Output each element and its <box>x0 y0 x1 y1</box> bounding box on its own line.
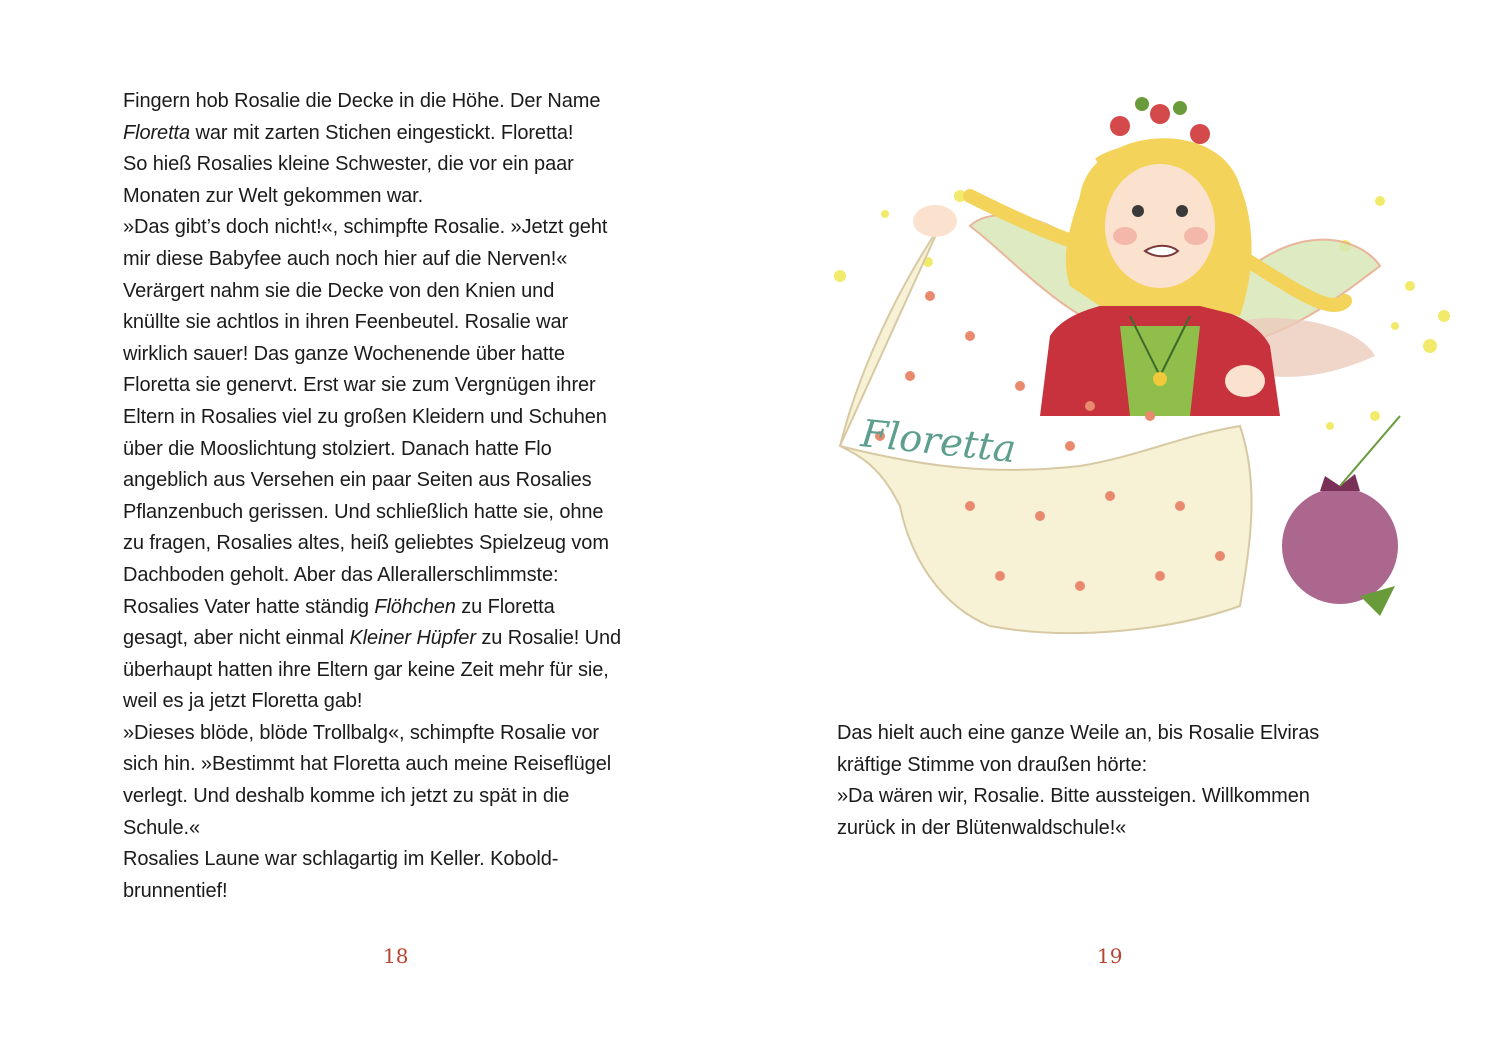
text-line <box>123 528 683 560</box>
text-line <box>837 750 1397 782</box>
text-run: verlegt. Und deshalb komme ich jetzt zu spät in die <box>123 785 570 808</box>
right-page-body-text <box>837 718 1397 844</box>
text-run: So hieß Rosalies kleine Schwester, die vor ein paar <box>123 153 574 176</box>
text-line <box>123 497 683 529</box>
text-run: Floretta sie genervt. Erst war sie zum Vergnügen ihrer <box>123 374 596 397</box>
text-line <box>837 813 1397 845</box>
text-line <box>123 876 683 908</box>
text-line <box>123 149 683 181</box>
right-page-number: 19 <box>1097 944 1123 968</box>
face <box>1105 164 1215 288</box>
text-run: knüllte sie achtlos in ihren Feenbeutel. Rosalie war <box>123 311 569 334</box>
text-line <box>123 118 683 150</box>
fairy-illustration <box>820 86 1450 666</box>
italic-text-run: Flöhchen <box>374 595 456 618</box>
text-run: Schule.« <box>123 816 201 839</box>
text-run: »Das gibt’s doch nicht!«, schimpfte Rosalie. »Jetzt geht <box>123 216 608 239</box>
text-run: Das hielt auch eine ganze Weile an, bis Rosalie Elviras <box>837 722 1320 744</box>
text-run: Fingern hob Rosalie die Decke in die Höhe. Der Name <box>123 90 601 112</box>
text-line <box>123 276 683 308</box>
text-run: »Dieses blöde, blöde Trollbalg«, schimpfte Rosalie vor <box>123 721 599 744</box>
text-line <box>123 718 683 750</box>
text-line <box>123 749 683 781</box>
text-run: zu Floretta <box>455 595 555 618</box>
text-run: angeblich aus Versehen ein paar Seiten aus Rosalies <box>123 469 592 492</box>
text-line <box>123 655 683 687</box>
text-run: zurück in der Blütenwaldschule!« <box>837 816 1127 839</box>
text-line <box>123 86 683 118</box>
text-run: Dachboden geholt. Aber das Allerallerschlimmste: <box>123 563 559 586</box>
left-page-body-text <box>123 86 683 907</box>
text-run: Pflanzenbuch gerissen. Und schließlich hatte sie, ohne <box>123 500 604 523</box>
text-run: kräftige Stimme von draußen hörte: <box>837 753 1148 776</box>
text-run: zu fragen, Rosalies altes, heiß geliebtes Spielzeug vom <box>123 532 609 555</box>
text-run: gesagt, aber nicht einmal <box>123 627 350 650</box>
text-line <box>123 813 683 845</box>
text-line <box>123 592 683 624</box>
text-line <box>837 718 1397 750</box>
text-line <box>123 844 683 876</box>
text-run: Rosalies Laune war schlagartig im Keller. Kobold- <box>123 848 559 871</box>
text-run: weil es ja jetzt Floretta gab! <box>123 690 363 713</box>
text-line <box>123 370 683 402</box>
text-run: war mit zarten Stichen eingestickt. Floretta! <box>190 121 574 144</box>
text-run: Verärgert nahm sie die Decke von den Knien und <box>123 279 555 302</box>
italic-text-run: Kleiner Hüpfer <box>349 627 476 650</box>
blanket-embroidery-text: Floretta <box>859 411 1019 472</box>
text-line <box>123 244 683 276</box>
text-line <box>837 781 1397 813</box>
text-run: sich hin. »Bestimmt hat Floretta auch meine Reiseflügel <box>123 753 612 776</box>
text-line <box>123 781 683 813</box>
text-run: Monaten zur Welt gekommen war. <box>123 184 424 207</box>
text-run: überhaupt hatten ihre Eltern gar keine Zeit mehr für sie, <box>123 658 609 681</box>
text-line <box>123 402 683 434</box>
blouse <box>1120 326 1200 416</box>
text-line <box>123 434 683 466</box>
text-run: Eltern in Rosalies viel zu großen Kleidern und Schuhen <box>123 405 607 428</box>
text-line <box>123 307 683 339</box>
text-line <box>123 623 683 655</box>
text-run: brunnentief! <box>123 879 228 902</box>
right-page <box>750 0 1500 1056</box>
text-line <box>123 339 683 371</box>
text-run: »Da wären wir, Rosalie. Bitte aussteigen. Willkommen <box>837 785 1310 808</box>
italic-text-run: Floretta <box>123 121 191 144</box>
pomegranate-fruit <box>1282 416 1400 616</box>
text-run: über die Mooslichtung stolziert. Danach hatte Flo <box>123 437 552 460</box>
text-run: zu Rosalie! Und <box>475 627 622 650</box>
text-run: wirklich sauer! Das ganze Wochenende über hatte <box>123 342 565 365</box>
text-line <box>123 686 683 718</box>
left-page-number: 18 <box>383 944 409 968</box>
text-line <box>123 212 683 244</box>
text-line <box>123 181 683 213</box>
flower-crown <box>1110 97 1210 144</box>
text-line <box>123 465 683 497</box>
text-line <box>123 560 683 592</box>
text-run: mir diese Babyfee auch noch hier auf die Nerven!« <box>123 247 568 270</box>
text-run: Rosalies Vater hatte ständig <box>123 595 375 618</box>
